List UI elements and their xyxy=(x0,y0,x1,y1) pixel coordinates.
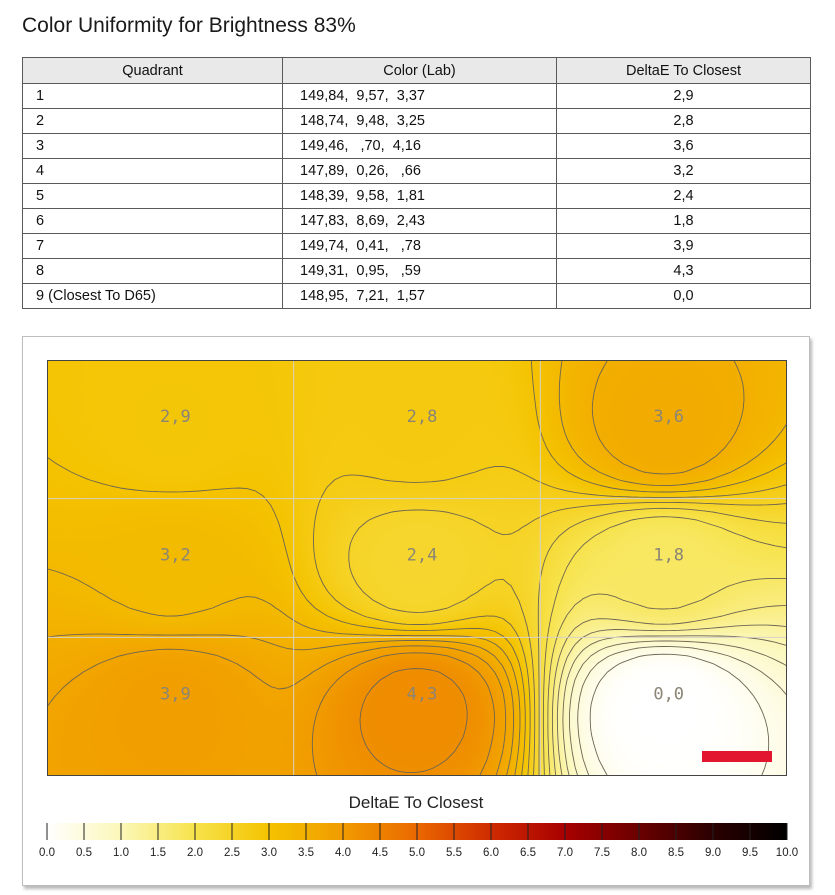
cell-value-label: 1,8 xyxy=(653,545,685,566)
colorbar-tick-label: 4.5 xyxy=(372,847,388,859)
table-header-row xyxy=(23,58,811,84)
colorbar-tick-label: 9.5 xyxy=(742,847,758,859)
colorbar-tick-label: 1.0 xyxy=(113,847,129,859)
cell-value-label: 3,6 xyxy=(653,407,685,427)
colorbar-tick-label: 8.5 xyxy=(668,847,684,859)
cell-quadrant: 8 xyxy=(23,259,283,284)
cell-deltae: 2,4 xyxy=(557,184,811,209)
colorbar-tick-label: 4.0 xyxy=(335,847,351,859)
cell-deltae: 3,9 xyxy=(557,234,811,259)
colorbar-tick-label: 5.0 xyxy=(409,847,425,859)
cell-value-label: 0,0 xyxy=(653,684,685,705)
table-row xyxy=(23,284,811,309)
cell-value-label: 3,9 xyxy=(160,684,191,705)
cell-color-lab: 147,89, 0,26, ,66 xyxy=(283,159,557,184)
cell-quadrant: 9 (Closest To D65) xyxy=(23,284,283,309)
colorbar-tick-label: 0.5 xyxy=(76,847,92,859)
colorbar-tick-label: 1.5 xyxy=(150,847,166,859)
cell-color-lab: 149,46, ,70, 4,16 xyxy=(283,134,557,159)
cell-deltae: 2,9 xyxy=(557,84,811,109)
colorbar-tick-label: 10.0 xyxy=(775,847,799,859)
cell-quadrant: 5 xyxy=(23,184,283,209)
colorbar-tick-label: 6.0 xyxy=(483,847,499,859)
colorbar xyxy=(23,815,809,885)
heatmap-plot xyxy=(47,360,787,776)
cell-quadrant: 2 xyxy=(23,109,283,134)
table-row xyxy=(23,209,811,234)
cell-color-lab: 147,83, 8,69, 2,43 xyxy=(283,209,557,234)
cell-value-label: 2,4 xyxy=(406,545,438,566)
cell-quadrant: 6 xyxy=(23,209,283,234)
colorbar-title: DeltaE To Closest xyxy=(348,793,484,812)
colorbar-tick-label: 7.5 xyxy=(594,847,610,859)
cell-quadrant: 3 xyxy=(23,134,283,159)
cell-quadrant: 1 xyxy=(23,84,283,109)
cell-deltae: 1,8 xyxy=(557,209,811,234)
colorbar-tick-label: 8.0 xyxy=(631,847,647,859)
table-row xyxy=(23,234,811,259)
colorbar-tick-label: 6.5 xyxy=(520,847,536,859)
cell-color-lab: 148,39, 9,58, 1,81 xyxy=(283,184,557,209)
colorbar-tick-label: 0.0 xyxy=(39,847,55,859)
cell-color-lab: 149,31, 0,95, ,59 xyxy=(283,259,557,284)
uniformity-table xyxy=(22,57,811,309)
cell-deltae: 3,6 xyxy=(557,134,811,159)
table-row xyxy=(23,259,811,284)
cell-deltae: 0,0 xyxy=(557,284,811,309)
table-row xyxy=(23,84,811,109)
cell-deltae: 4,3 xyxy=(557,259,811,284)
table-row xyxy=(23,109,811,134)
red-marker xyxy=(702,751,772,762)
cell-deltae: 3,2 xyxy=(557,159,811,184)
table-row xyxy=(23,134,811,159)
colorbar-tick-label: 5.5 xyxy=(446,847,462,859)
cell-quadrant: 4 xyxy=(23,159,283,184)
colorbar-tick-label: 2.0 xyxy=(187,847,203,859)
cell-deltae: 2,8 xyxy=(557,109,811,134)
table-row xyxy=(23,184,811,209)
cell-color-lab: 148,95, 7,21, 1,57 xyxy=(283,284,557,309)
colorbar-tick-label: 2.5 xyxy=(224,847,240,859)
cell-value-label: 2,9 xyxy=(160,407,191,427)
cell-color-lab: 149,74, 0,41, ,78 xyxy=(283,234,557,259)
cell-quadrant: 7 xyxy=(23,234,283,259)
colorbar-tick-label: 9.0 xyxy=(705,847,721,859)
page-title: Color Uniformity for Brightness 83% xyxy=(22,14,356,37)
cell-value-label: 2,8 xyxy=(406,407,438,427)
cell-value-label: 3,2 xyxy=(160,545,191,566)
colorbar-tick-label: 3.0 xyxy=(261,847,277,859)
cell-value-label: 4,3 xyxy=(406,684,438,705)
colorbar-tick-label: 3.5 xyxy=(298,847,314,859)
cell-color-lab: 148,74, 9,48, 3,25 xyxy=(283,109,557,134)
header-quadrant: Quadrant xyxy=(23,58,283,84)
colorbar-tick-label: 7.0 xyxy=(557,847,573,859)
table-row xyxy=(23,159,811,184)
header-deltae: DeltaE To Closest xyxy=(557,58,811,84)
header-color-lab: Color (Lab) xyxy=(283,58,557,84)
heatmap-panel xyxy=(22,336,810,886)
cell-color-lab: 149,84, 9,57, 3,37 xyxy=(283,84,557,109)
